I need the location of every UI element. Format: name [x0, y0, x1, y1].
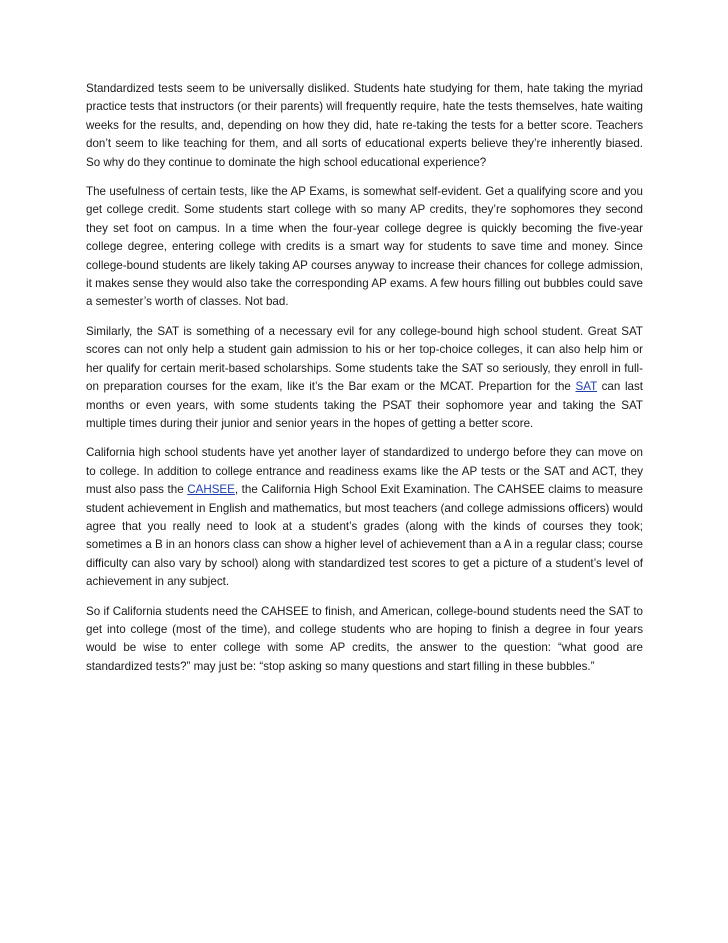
document-body	[86, 80, 643, 687]
paragraph-cahsee	[86, 444, 643, 591]
paragraph-conclusion: So if California students need the CAHSEE to finish, and American, college-bound students need the SAT to get into college (most of the time), and college students who are hoping to finish a degree in four years would be wise to enter college with some AP credits, the answer to the question: “what good are standardized tests?” may just be: “stop asking so many questions and start filling in these bubbles.”	[86, 604, 643, 673]
paragraph-cahsee-text-after: , the California High School Exit Examination. The CAHSEE claims to measure student achievement in English and mathematics, but most teachers (and college admissions officers) would agree that you really need to look at a student’s grades (along with the kinds of courses they took; sometimes a B in an honors class can show a higher level of achievement than a A in a regular class; course difficulty can also vary by school) along with standardized test scores to get a picture of a student’s level of achievement in any subject.	[86, 483, 643, 589]
paragraph-ap-exams: The usefulness of certain tests, like the AP Exams, is somewhat self-evident. Get a qualifying score and you get college credit. Some students start college with so many AP credits, they’re sophomores they second they set foot on campus. In a time when the four-year college degree is quickly becoming the five-year college degree, entering college with credits is a smart way for students to save time and money. Since college-bound students are likely taking AP courses anyway to increase their chances for college admission, it makes sense they would also take the corresponding AP exams. A few hours filling out bubbles could save a semester’s worth of classes. Not bad.	[86, 185, 643, 309]
paragraph-cahsee-text-before: California high school students have yet another layer of standardized to undergo before they can move on to college. In addition to college entrance and readiness exams like the AP tests or the SAT and ACT, they must also pass the	[86, 446, 643, 497]
paragraph-intro: Standardized tests seem to be universally disliked. Students hate studying for them, hate taking the myriad practice tests that instructors (or their parents) will frequently require, hate the tests themselves, hate waiting weeks for the results, and, depending on how they did, hate re-taking the tests for a better score. Teachers don’t seem to like teaching for them, and all sorts of educational experts believe they’re inherently biased. So why do they continue to dominate the high school educational experience?	[86, 82, 643, 169]
cahsee-link[interactable]: CAHSEE	[187, 483, 235, 497]
paragraph-sat-text-after: can last months or even years, with some students taking the PSAT their sophomore year and taking the SAT multiple times during their junior and senior years in the hopes of getting a better score.	[86, 380, 643, 430]
sat-link[interactable]: SAT	[575, 380, 597, 394]
paragraph-sat	[86, 323, 643, 433]
paragraph-sat-text-before: Similarly, the SAT is something of a necessary evil for any college-bound high school student. Great SAT scores can not only help a student gain admission to his or her top-choice colleges, it can also help him or her qualify for certain merit-based scholarships. Some students take the SAT so seriously, they enroll in full-on preparation courses for the exam, like it’s the Bar exam or the MCAT. Prepartion for the	[86, 324, 643, 394]
